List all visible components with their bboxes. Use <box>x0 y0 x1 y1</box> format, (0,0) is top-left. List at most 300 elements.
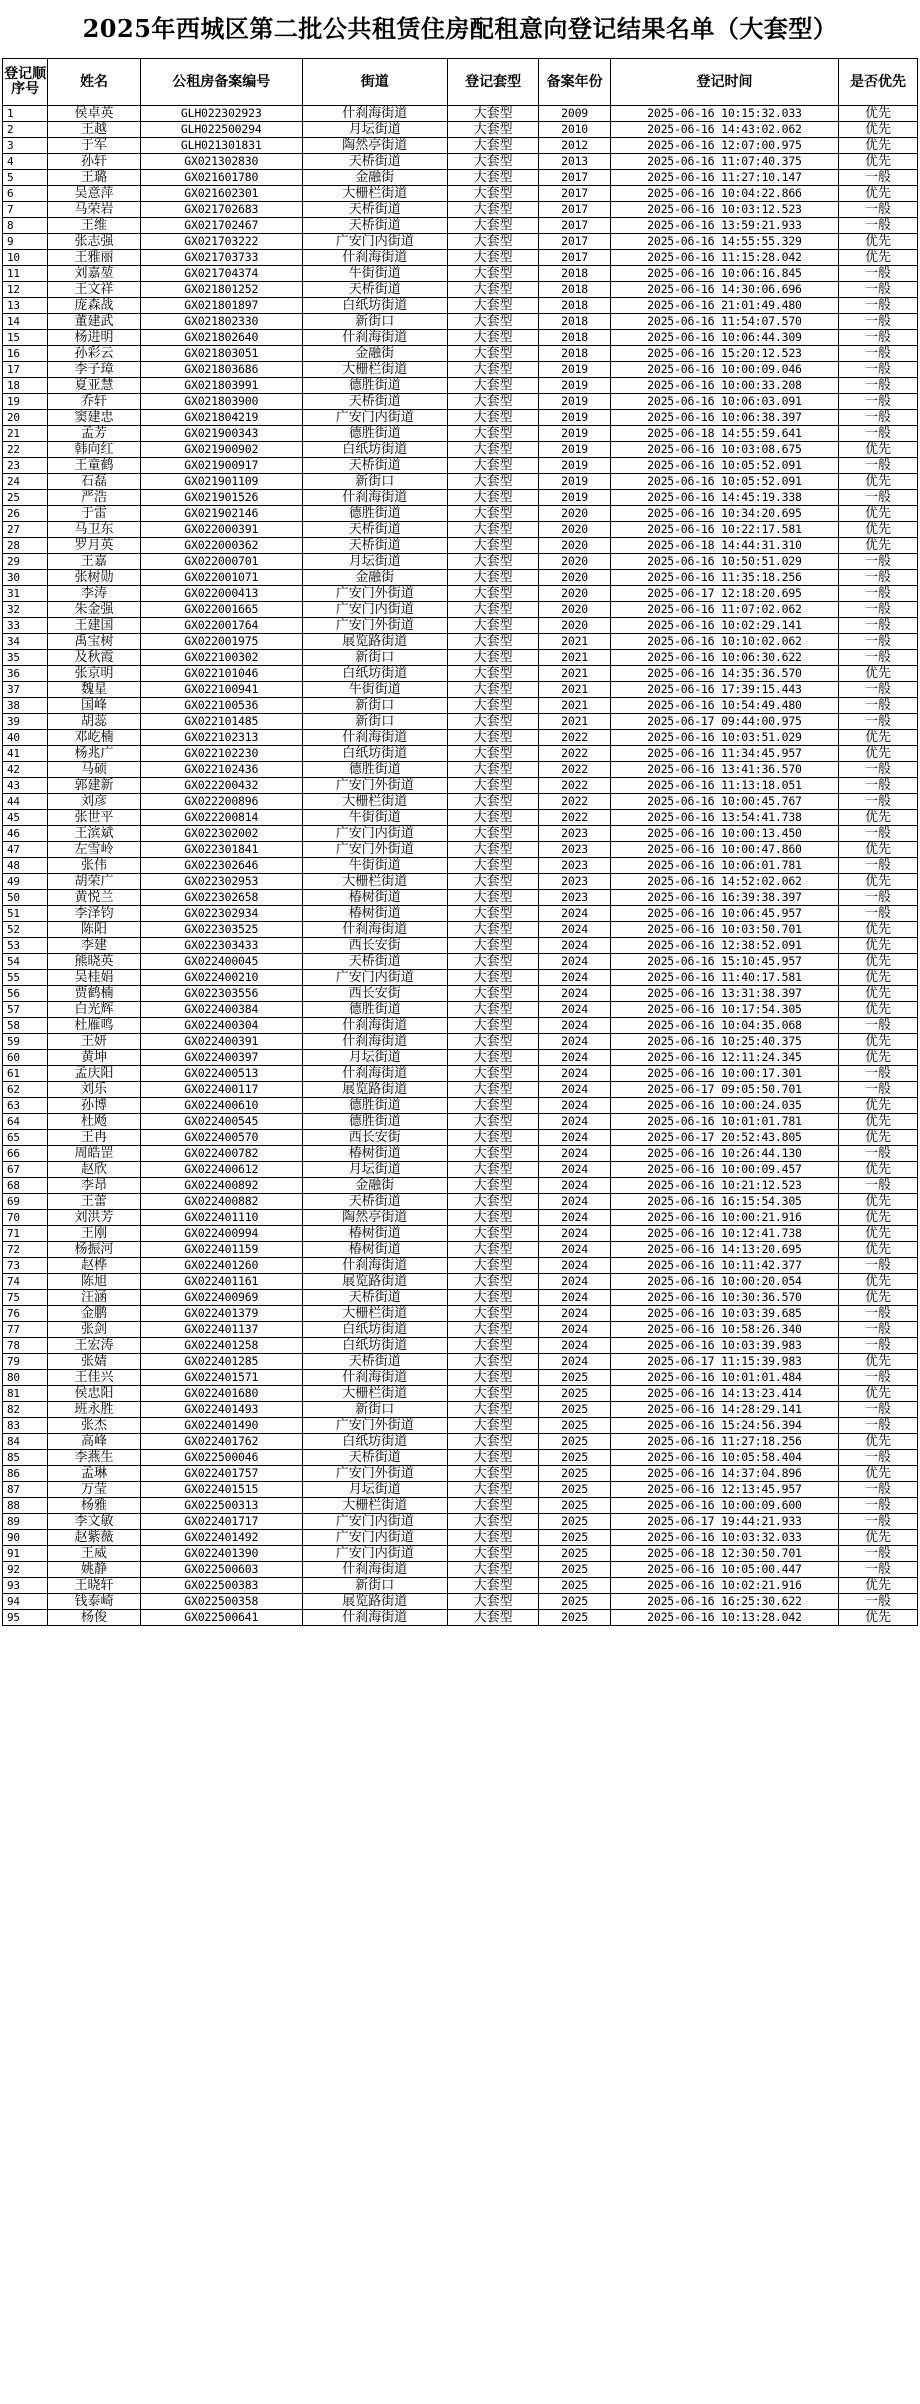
cell-unit-type: 大套型 <box>447 426 539 442</box>
cell-street: 天桥街道 <box>302 954 447 970</box>
cell-unit-type: 大套型 <box>447 970 539 986</box>
cell-register-time: 2025-06-16 10:12:41.738 <box>610 1226 838 1242</box>
cell-street: 白纸坊街道 <box>302 1322 447 1338</box>
table-row <box>3 1562 918 1578</box>
cell-name: 于军 <box>48 138 141 154</box>
cell-street: 白纸坊街道 <box>302 1338 447 1354</box>
cell-seq: 20 <box>3 410 48 426</box>
cell-priority: 一般 <box>839 906 918 922</box>
cell-register-time: 2025-06-16 11:27:18.256 <box>610 1434 838 1450</box>
table-row <box>3 1002 918 1018</box>
cell-seq: 33 <box>3 618 48 634</box>
cell-seq: 61 <box>3 1066 48 1082</box>
cell-record-year: 2017 <box>539 202 611 218</box>
cell-record-id: GX022401490 <box>140 1418 302 1434</box>
cell-unit-type: 大套型 <box>447 1482 539 1498</box>
cell-record-year: 2022 <box>539 794 611 810</box>
cell-unit-type: 大套型 <box>447 554 539 570</box>
cell-street: 大栅栏街道 <box>302 874 447 890</box>
cell-name: 李燕生 <box>48 1450 141 1466</box>
cell-name: 李子璋 <box>48 362 141 378</box>
cell-register-time: 2025-06-16 21:01:49.480 <box>610 298 838 314</box>
cell-record-id: GX022400570 <box>140 1130 302 1146</box>
cell-street: 西长安街 <box>302 986 447 1002</box>
cell-name: 朱金强 <box>48 602 141 618</box>
cell-unit-type: 大套型 <box>447 1130 539 1146</box>
cell-name: 姚静 <box>48 1562 141 1578</box>
table-row <box>3 1290 918 1306</box>
cell-record-id: GX021601780 <box>140 170 302 186</box>
cell-record-year: 2025 <box>539 1530 611 1546</box>
table-row <box>3 506 918 522</box>
cell-unit-type: 大套型 <box>447 474 539 490</box>
cell-street: 西长安街 <box>302 1130 447 1146</box>
cell-register-time: 2025-06-16 10:03:50.701 <box>610 922 838 938</box>
cell-record-id: GX022000701 <box>140 554 302 570</box>
cell-record-id: GX022303556 <box>140 986 302 1002</box>
page-title: 2025年西城区第二批公共租赁住房配租意向登记结果名单（大套型） <box>82 14 838 43</box>
cell-priority: 优先 <box>839 1034 918 1050</box>
cell-record-year: 2020 <box>539 602 611 618</box>
cell-seq: 27 <box>3 522 48 538</box>
cell-priority: 一般 <box>839 458 918 474</box>
cell-street: 什刹海街道 <box>302 730 447 746</box>
cell-register-time: 2025-06-16 17:39:15.443 <box>610 682 838 698</box>
cell-priority: 一般 <box>839 586 918 602</box>
cell-seq: 84 <box>3 1434 48 1450</box>
cell-record-id: GX022001975 <box>140 634 302 650</box>
cell-name: 王妍 <box>48 1034 141 1050</box>
table-row <box>3 378 918 394</box>
cell-record-year: 2018 <box>539 282 611 298</box>
cell-record-year: 2025 <box>539 1402 611 1418</box>
cell-priority: 优先 <box>839 522 918 538</box>
cell-unit-type: 大套型 <box>447 490 539 506</box>
table-row <box>3 874 918 890</box>
cell-register-time: 2025-06-16 10:26:44.130 <box>610 1146 838 1162</box>
cell-name: 王童鹤 <box>48 458 141 474</box>
cell-register-time: 2025-06-16 10:00:13.450 <box>610 826 838 842</box>
cell-priority: 优先 <box>839 250 918 266</box>
cell-seq: 40 <box>3 730 48 746</box>
cell-seq: 21 <box>3 426 48 442</box>
cell-name: 赵紫薇 <box>48 1530 141 1546</box>
cell-record-id: GX022401762 <box>140 1434 302 1450</box>
cell-unit-type: 大套型 <box>447 1578 539 1594</box>
cell-register-time: 2025-06-16 10:50:51.029 <box>610 554 838 570</box>
cell-seq: 87 <box>3 1482 48 1498</box>
cell-register-time: 2025-06-16 10:02:21.916 <box>610 1578 838 1594</box>
cell-unit-type: 大套型 <box>447 1050 539 1066</box>
cell-seq: 53 <box>3 938 48 954</box>
cell-record-year: 2025 <box>539 1466 611 1482</box>
cell-record-id: GX022401285 <box>140 1354 302 1370</box>
cell-name: 陈旭 <box>48 1274 141 1290</box>
cell-priority: 优先 <box>839 1274 918 1290</box>
cell-register-time: 2025-06-17 09:05:50.701 <box>610 1082 838 1098</box>
cell-name: 刘洪芳 <box>48 1210 141 1226</box>
cell-record-id: GX022500641 <box>140 1610 302 1626</box>
cell-name: 孟琳 <box>48 1466 141 1482</box>
cell-name: 汪涵 <box>48 1290 141 1306</box>
cell-name: 王雅丽 <box>48 250 141 266</box>
cell-record-id: GX022500383 <box>140 1578 302 1594</box>
cell-priority: 优先 <box>839 1114 918 1130</box>
cell-priority: 一般 <box>839 426 918 442</box>
cell-priority: 优先 <box>839 138 918 154</box>
cell-record-year: 2023 <box>539 890 611 906</box>
cell-street: 德胜街道 <box>302 426 447 442</box>
cell-register-time: 2025-06-16 15:24:56.394 <box>610 1418 838 1434</box>
cell-name: 张婧 <box>48 1354 141 1370</box>
cell-priority: 一般 <box>839 410 918 426</box>
table-row <box>3 1434 918 1450</box>
table-row <box>3 698 918 714</box>
cell-unit-type: 大套型 <box>447 1450 539 1466</box>
cell-register-time: 2025-06-16 10:06:38.397 <box>610 410 838 426</box>
cell-priority: 优先 <box>839 666 918 682</box>
cell-priority: 优先 <box>839 1530 918 1546</box>
cell-record-id: GX022400994 <box>140 1226 302 1242</box>
cell-priority: 一般 <box>839 1146 918 1162</box>
cell-unit-type: 大套型 <box>447 1434 539 1450</box>
cell-seq: 37 <box>3 682 48 698</box>
cell-unit-type: 大套型 <box>447 1418 539 1434</box>
cell-register-time: 2025-06-16 13:54:41.738 <box>610 810 838 826</box>
cell-record-year: 2020 <box>539 538 611 554</box>
cell-name: 石磊 <box>48 474 141 490</box>
cell-unit-type: 大套型 <box>447 906 539 922</box>
cell-seq: 94 <box>3 1594 48 1610</box>
cell-name: 钱泰崎 <box>48 1594 141 1610</box>
cell-record-year: 2025 <box>539 1546 611 1562</box>
cell-name: 王宏涛 <box>48 1338 141 1354</box>
cell-unit-type: 大套型 <box>447 1402 539 1418</box>
cell-register-time: 2025-06-16 11:34:45.957 <box>610 746 838 762</box>
cell-street: 月坛街道 <box>302 1050 447 1066</box>
cell-unit-type: 大套型 <box>447 170 539 186</box>
cell-seq: 25 <box>3 490 48 506</box>
cell-name: 周皓罡 <box>48 1146 141 1162</box>
cell-seq: 89 <box>3 1514 48 1530</box>
cell-name: 乔轩 <box>48 394 141 410</box>
cell-name: 李涛 <box>48 586 141 602</box>
table-row <box>3 730 918 746</box>
cell-priority: 一般 <box>839 570 918 586</box>
cell-street: 天桥街道 <box>302 202 447 218</box>
table-row <box>3 746 918 762</box>
cell-unit-type: 大套型 <box>447 1082 539 1098</box>
cell-register-time: 2025-06-16 10:54:49.480 <box>610 698 838 714</box>
cell-register-time: 2025-06-16 10:03:39.983 <box>610 1338 838 1354</box>
cell-record-year: 2020 <box>539 522 611 538</box>
cell-street: 广安门内街道 <box>302 1514 447 1530</box>
cell-street: 什刹海街道 <box>302 1066 447 1082</box>
cell-register-time: 2025-06-16 12:07:00.975 <box>610 138 838 154</box>
cell-register-time: 2025-06-16 14:45:19.338 <box>610 490 838 506</box>
table-row <box>3 250 918 266</box>
cell-record-id: GX022401571 <box>140 1370 302 1386</box>
cell-record-id: GX021602301 <box>140 186 302 202</box>
cell-unit-type: 大套型 <box>447 1290 539 1306</box>
cell-record-id: GX022301841 <box>140 842 302 858</box>
table-row <box>3 474 918 490</box>
table-row <box>3 682 918 698</box>
table-row <box>3 890 918 906</box>
cell-record-id: GX022000391 <box>140 522 302 538</box>
cell-priority: 优先 <box>839 1050 918 1066</box>
cell-street: 西长安街 <box>302 938 447 954</box>
cell-record-year: 2017 <box>539 234 611 250</box>
cell-register-time: 2025-06-16 10:00:20.054 <box>610 1274 838 1290</box>
cell-register-time: 2025-06-16 10:04:35.068 <box>610 1018 838 1034</box>
cell-record-year: 2024 <box>539 1274 611 1290</box>
cell-priority: 优先 <box>839 1226 918 1242</box>
cell-register-time: 2025-06-16 13:59:21.933 <box>610 218 838 234</box>
table-row <box>3 922 918 938</box>
cell-record-id: GX022001764 <box>140 618 302 634</box>
table-row <box>3 538 918 554</box>
table-row <box>3 1482 918 1498</box>
cell-register-time: 2025-06-18 12:30:50.701 <box>610 1546 838 1562</box>
cell-seq: 3 <box>3 138 48 154</box>
cell-record-year: 2024 <box>539 1002 611 1018</box>
cell-seq: 91 <box>3 1546 48 1562</box>
cell-register-time: 2025-06-16 10:05:52.091 <box>610 474 838 490</box>
header-record-id: 公租房备案编号 <box>140 59 302 106</box>
cell-register-time: 2025-06-17 11:15:39.983 <box>610 1354 838 1370</box>
cell-priority: 一般 <box>839 714 918 730</box>
cell-priority: 优先 <box>839 442 918 458</box>
cell-seq: 18 <box>3 378 48 394</box>
cell-unit-type: 大套型 <box>447 778 539 794</box>
cell-record-id: GX022401379 <box>140 1306 302 1322</box>
cell-register-time: 2025-06-16 10:58:26.340 <box>610 1322 838 1338</box>
cell-priority: 优先 <box>839 106 918 122</box>
table-row <box>3 1018 918 1034</box>
table-row <box>3 218 918 234</box>
cell-unit-type: 大套型 <box>447 522 539 538</box>
cell-street: 新街口 <box>302 714 447 730</box>
cell-unit-type: 大套型 <box>447 394 539 410</box>
cell-name: 罗月英 <box>48 538 141 554</box>
cell-street: 大栅栏街道 <box>302 1386 447 1402</box>
cell-name: 王佳兴 <box>48 1370 141 1386</box>
cell-record-id: GX022303433 <box>140 938 302 954</box>
cell-name: 王维 <box>48 218 141 234</box>
cell-name: 王文祥 <box>48 282 141 298</box>
cell-record-year: 2025 <box>539 1514 611 1530</box>
cell-name: 郭建新 <box>48 778 141 794</box>
cell-unit-type: 大套型 <box>447 506 539 522</box>
cell-priority: 一般 <box>839 858 918 874</box>
cell-register-time: 2025-06-18 14:44:31.310 <box>610 538 838 554</box>
cell-record-year: 2024 <box>539 1354 611 1370</box>
cell-street: 牛街街道 <box>302 810 447 826</box>
cell-record-year: 2020 <box>539 570 611 586</box>
table-row <box>3 1146 918 1162</box>
cell-register-time: 2025-06-16 10:01:01.781 <box>610 1114 838 1130</box>
cell-register-time: 2025-06-16 11:07:02.062 <box>610 602 838 618</box>
cell-register-time: 2025-06-16 11:13:18.051 <box>610 778 838 794</box>
cell-record-id: GX021801252 <box>140 282 302 298</box>
cell-record-id: GX021804219 <box>140 410 302 426</box>
cell-record-id: GX022401390 <box>140 1546 302 1562</box>
cell-register-time: 2025-06-16 12:11:24.345 <box>610 1050 838 1066</box>
cell-record-year: 2020 <box>539 554 611 570</box>
cell-record-year: 2025 <box>539 1562 611 1578</box>
table-row <box>3 986 918 1002</box>
cell-priority: 一般 <box>839 346 918 362</box>
cell-street: 德胜街道 <box>302 506 447 522</box>
table-row <box>3 762 918 778</box>
cell-record-id: GLH022500294 <box>140 122 302 138</box>
cell-name: 孟庆阳 <box>48 1066 141 1082</box>
cell-priority: 优先 <box>839 1578 918 1594</box>
cell-register-time: 2025-06-16 15:20:12.523 <box>610 346 838 362</box>
cell-register-time: 2025-06-16 14:28:29.141 <box>610 1402 838 1418</box>
table-row <box>3 522 918 538</box>
cell-priority: 一般 <box>839 1546 918 1562</box>
cell-street: 白纸坊街道 <box>302 746 447 762</box>
cell-record-year: 2021 <box>539 698 611 714</box>
cell-unit-type: 大套型 <box>447 922 539 938</box>
cell-unit-type: 大套型 <box>447 1018 539 1034</box>
cell-unit-type: 大套型 <box>447 1178 539 1194</box>
cell-name: 张树勋 <box>48 570 141 586</box>
cell-priority: 优先 <box>839 1210 918 1226</box>
cell-register-time: 2025-06-16 14:13:23.414 <box>610 1386 838 1402</box>
cell-street: 广安门内街道 <box>302 410 447 426</box>
cell-priority: 优先 <box>839 506 918 522</box>
cell-street: 天桥街道 <box>302 1194 447 1210</box>
cell-record-id: GX022302658 <box>140 890 302 906</box>
table-row <box>3 1210 918 1226</box>
cell-street: 金融街 <box>302 1178 447 1194</box>
cell-record-year: 2023 <box>539 874 611 890</box>
cell-priority: 一般 <box>839 650 918 666</box>
cell-seq: 36 <box>3 666 48 682</box>
cell-unit-type: 大套型 <box>447 458 539 474</box>
cell-record-year: 2024 <box>539 1130 611 1146</box>
cell-record-id: GX022500313 <box>140 1498 302 1514</box>
cell-priority: 优先 <box>839 954 918 970</box>
cell-priority: 优先 <box>839 1194 918 1210</box>
cell-name: 马硕 <box>48 762 141 778</box>
cell-record-id: GX022102313 <box>140 730 302 746</box>
table-row <box>3 154 918 170</box>
cell-unit-type: 大套型 <box>447 1194 539 1210</box>
cell-record-year: 2024 <box>539 1098 611 1114</box>
cell-name: 王威 <box>48 1546 141 1562</box>
cell-unit-type: 大套型 <box>447 1146 539 1162</box>
cell-record-year: 2021 <box>539 714 611 730</box>
cell-record-year: 2024 <box>539 1146 611 1162</box>
cell-register-time: 2025-06-16 14:37:04.896 <box>610 1466 838 1482</box>
cell-street: 新街口 <box>302 314 447 330</box>
cell-record-year: 2024 <box>539 1018 611 1034</box>
cell-unit-type: 大套型 <box>447 442 539 458</box>
cell-street: 什刹海街道 <box>302 490 447 506</box>
table-row <box>3 1130 918 1146</box>
cell-record-id: GX022302002 <box>140 826 302 842</box>
cell-register-time: 2025-06-16 11:40:17.581 <box>610 970 838 986</box>
cell-name: 杨俊 <box>48 1610 141 1626</box>
cell-record-id: GX022401757 <box>140 1466 302 1482</box>
table-row <box>3 778 918 794</box>
cell-priority: 一般 <box>839 218 918 234</box>
cell-seq: 45 <box>3 810 48 826</box>
table-row <box>3 954 918 970</box>
cell-seq: 17 <box>3 362 48 378</box>
cell-unit-type: 大套型 <box>447 602 539 618</box>
cell-priority: 一般 <box>839 890 918 906</box>
cell-street: 德胜街道 <box>302 378 447 394</box>
cell-record-id: GX021803991 <box>140 378 302 394</box>
cell-street: 展览路街道 <box>302 1274 447 1290</box>
cell-record-id: GX022400304 <box>140 1018 302 1034</box>
cell-name: 吴意萍 <box>48 186 141 202</box>
cell-register-time: 2025-06-16 10:03:08.675 <box>610 442 838 458</box>
cell-record-year: 2022 <box>539 778 611 794</box>
cell-record-year: 2025 <box>539 1450 611 1466</box>
cell-seq: 49 <box>3 874 48 890</box>
cell-unit-type: 大套型 <box>447 1162 539 1178</box>
cell-seq: 75 <box>3 1290 48 1306</box>
table-row <box>3 1610 918 1626</box>
cell-street: 德胜街道 <box>302 1114 447 1130</box>
cell-seq: 2 <box>3 122 48 138</box>
cell-street: 椿树街道 <box>302 1226 447 1242</box>
cell-street: 什刹海街道 <box>302 106 447 122</box>
cell-seq: 13 <box>3 298 48 314</box>
cell-street: 广安门内街道 <box>302 1530 447 1546</box>
cell-record-year: 2019 <box>539 442 611 458</box>
cell-priority: 优先 <box>839 938 918 954</box>
cell-record-year: 2023 <box>539 826 611 842</box>
cell-name: 马荣岩 <box>48 202 141 218</box>
cell-name: 侯卓英 <box>48 106 141 122</box>
cell-record-id: GX022101485 <box>140 714 302 730</box>
cell-unit-type: 大套型 <box>447 1546 539 1562</box>
cell-record-id: GX022400969 <box>140 1290 302 1306</box>
table-row <box>3 282 918 298</box>
table-row <box>3 618 918 634</box>
cell-seq: 92 <box>3 1562 48 1578</box>
cell-priority: 一般 <box>839 314 918 330</box>
cell-seq: 35 <box>3 650 48 666</box>
cell-name: 金鹏 <box>48 1306 141 1322</box>
cell-record-year: 2017 <box>539 218 611 234</box>
cell-register-time: 2025-06-16 10:03:39.685 <box>610 1306 838 1322</box>
cell-unit-type: 大套型 <box>447 842 539 858</box>
cell-record-id: GX021802640 <box>140 330 302 346</box>
table-row <box>3 1226 918 1242</box>
cell-name: 班永胜 <box>48 1402 141 1418</box>
cell-priority: 一般 <box>839 1370 918 1386</box>
cell-priority: 一般 <box>839 1450 918 1466</box>
cell-seq: 8 <box>3 218 48 234</box>
table-row <box>3 634 918 650</box>
cell-record-id: GX022303525 <box>140 922 302 938</box>
cell-unit-type: 大套型 <box>447 986 539 1002</box>
cell-priority: 一般 <box>839 682 918 698</box>
cell-unit-type: 大套型 <box>447 1098 539 1114</box>
cell-record-id: GX022401137 <box>140 1322 302 1338</box>
cell-name: 杨进明 <box>48 330 141 346</box>
cell-priority: 优先 <box>839 1162 918 1178</box>
cell-seq: 59 <box>3 1034 48 1050</box>
